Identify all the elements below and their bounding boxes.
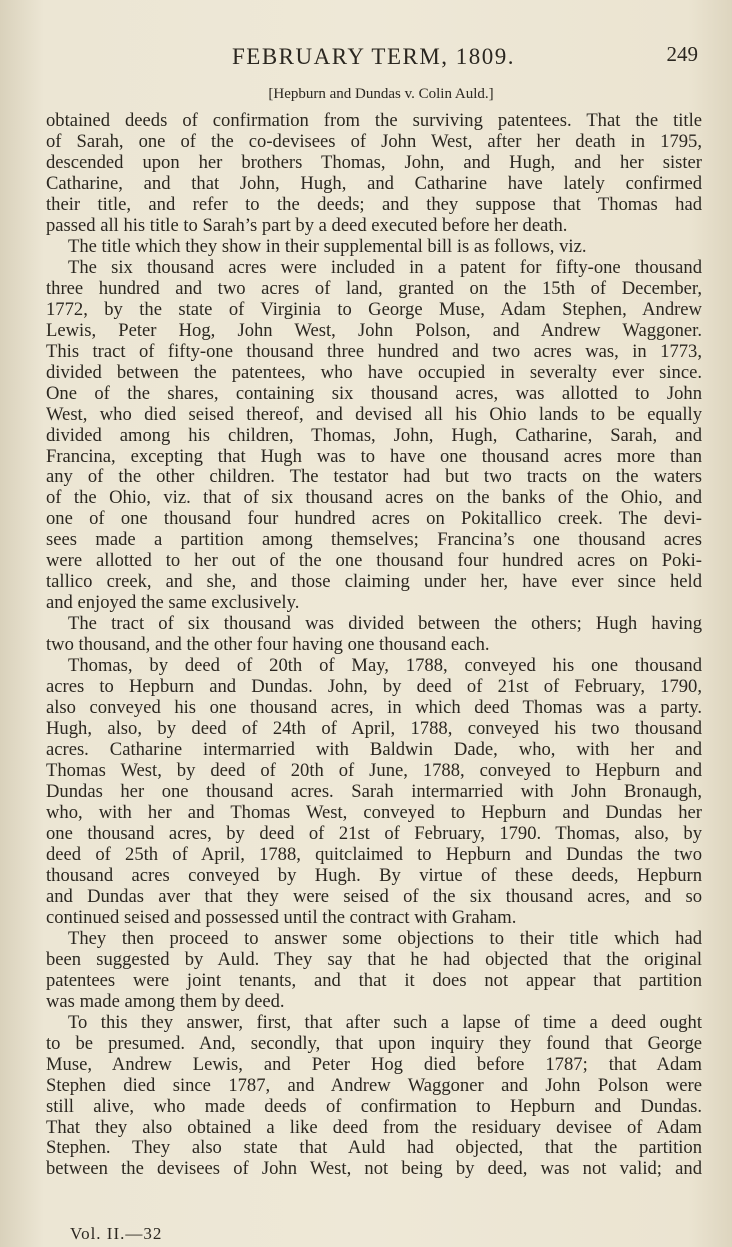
text-line: any of the other children. The testator had but two tracts on the waters — [46, 466, 702, 488]
text-line: Hugh, also, by deed of 24th of April, 1788, conveyed his two thousand — [46, 718, 702, 740]
text-line: still alive, who made deeds of confirmation to Hepburn and Dundas. — [46, 1095, 702, 1117]
text-line: West, who died seised thereof, and devised all his Ohio lands to be equally — [46, 403, 702, 425]
text-line: to be presumed. And, secondly, that upon inquiry they found that George — [46, 1032, 702, 1054]
text-line: The title which they show in their supplemental bill is as follows, viz. — [68, 235, 587, 257]
text-line: To this they answer, first, that after such a lapse of time a deed ought — [68, 1011, 702, 1033]
text-line: been suggested by Auld. They say that he had objected that the original — [46, 948, 702, 970]
text-line: of Sarah, one of the co-devisees of John West, after her death in 1795, — [46, 130, 702, 152]
text-line: The six thousand acres were included in a patent for fifty-one thousand — [68, 256, 702, 278]
text-line: The tract of six thousand was divided between the others; Hugh having — [68, 613, 702, 635]
text-line: Dundas her one thousand acres. Sarah intermarried with John Bronaugh, — [46, 781, 702, 802]
text-line: divided among his children, Thomas, John, Hugh, Catharine, Sarah, and — [46, 424, 702, 446]
text-line: three hundred and two acres of land, granted on the 15th of December, — [46, 277, 702, 299]
text-line: Stephen died since 1787, and Andrew Waggoner and John Polson were — [46, 1074, 702, 1096]
text-line: Stephen. They also state that Auld had objected, that the partition — [46, 1137, 702, 1159]
text-line: thousand acres conveyed by Hugh. By virtue of these deeds, Hepburn — [46, 864, 702, 886]
text-line: passed all his title to Sarah’s part by a deed executed before her death. — [46, 214, 568, 236]
text-line: were allotted to her out of the one thousand four hundred acres on Poki- — [46, 550, 702, 572]
signature-mark: Vol. II.—32 — [70, 1224, 163, 1243]
text-line: One of the shares, containing six thousand acres, was allotted to John — [46, 382, 702, 404]
text-line: two thousand, and the other four having one thousand each. — [46, 634, 490, 656]
text-line: of the Ohio, viz. that of six thousand acres on the banks of the Ohio, and — [46, 487, 702, 509]
body-text — [46, 110, 702, 1179]
text-line: one of one thousand four hundred acres on Pokitallico creek. The devi- — [46, 508, 702, 530]
text-line: Muse, Andrew Lewis, and Peter Hog died before 1787; that Adam — [46, 1053, 702, 1075]
text-line: Francina, excepting that Hugh was to have one thousand acres more than — [46, 445, 702, 467]
text-line: They then proceed to answer some objections to their title which had — [68, 927, 702, 949]
text-line: Thomas West, by deed of 20th of June, 1788, conveyed to Hepburn and — [46, 760, 702, 782]
text-line: That they also obtained a like deed from the residuary devisee of Adam — [46, 1116, 702, 1138]
text-line: who, with her and Thomas West, conveyed to Hepburn and Dundas her — [46, 801, 702, 823]
running-head — [0, 40, 732, 74]
running-title: FEBRUARY TERM, 1809. — [232, 44, 516, 69]
text-line: acres to Hepburn and Dundas. John, by deed of 21st of February, 1790, — [46, 676, 702, 698]
text-line: their title, and refer to the deeds; and they suppose that Thomas had — [46, 193, 702, 215]
text-line: descended upon her brothers Thomas, John, and Hugh, and her sister — [46, 151, 702, 173]
text-line: and Dundas aver that they were seised of the six thousand acres, and so — [46, 885, 702, 907]
text-line: also conveyed his one thousand acres, in which deed Thomas was a party. — [46, 697, 702, 719]
text-line: This tract of fifty-one thousand three hundred and two acres was, in 1773, — [46, 340, 702, 362]
text-line: Catharine, and that John, Hugh, and Catharine have lately confirmed — [46, 172, 702, 194]
text-line: 1772, by the state of Virginia to George Muse, Adam Stephen, Andrew — [46, 298, 702, 320]
text-line: one thousand acres, by deed of 21st of February, 1790. Thomas, also, by — [46, 822, 702, 844]
text-line: was made among them by deed. — [46, 990, 285, 1012]
text-line: divided between the patentees, who have occupied in severalty ever since. — [46, 361, 702, 383]
text-line: tallico creek, and she, and those claiming under her, have ever since held — [46, 571, 702, 593]
text-line: and enjoyed the same exclusively. — [46, 592, 300, 614]
text-line: acres. Catharine intermarried with Baldwin Dade, who, with her and — [46, 739, 702, 761]
text-line: deed of 25th of April, 1788, quitclaimed to Hepburn and Dundas the two — [46, 843, 702, 865]
case-caption: [Hepburn and Dundas v. Colin Auld.] — [268, 86, 494, 102]
text-line: obtained deeds of confirmation from the surviving patentees. That the title — [46, 110, 702, 131]
text-line: Thomas, by deed of 20th of May, 1788, conveyed his one thousand — [68, 655, 702, 677]
text-line: patentees were joint tenants, and that it does not appear that partition — [46, 969, 702, 991]
text-line: Lewis, Peter Hog, John West, John Polson, and Andrew Waggoner. — [46, 319, 702, 341]
text-line: continued seised and possessed until the contract with Graham. — [46, 906, 517, 928]
page-number: 249 — [666, 42, 698, 66]
text-line: sees made a partition among themselves; Francina’s one thousand acres — [46, 529, 702, 551]
text-line: between the devisees of John West, not being by deed, was not valid; and — [46, 1158, 702, 1180]
